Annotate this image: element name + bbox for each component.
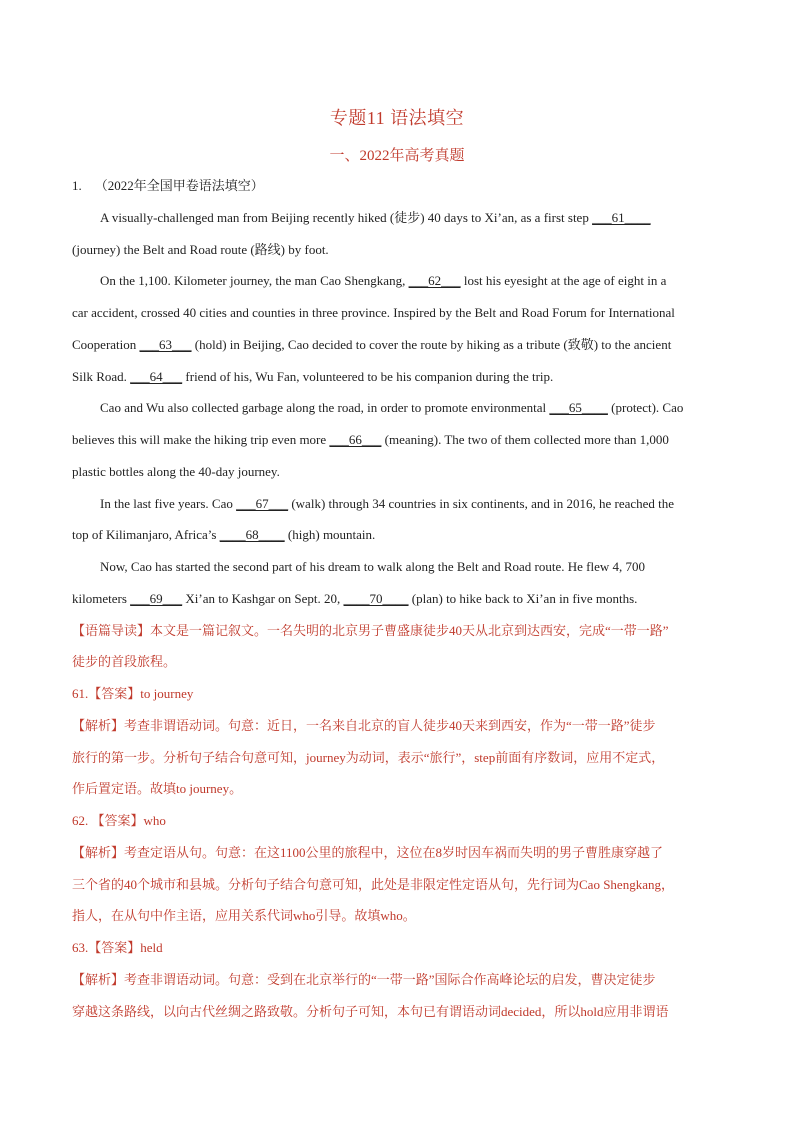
passage-line: [72, 526, 732, 544]
passage-text: Xi’an to Kashgar on Sept. 20,: [182, 590, 344, 606]
reading-guide: [72, 653, 732, 671]
analysis-line: [72, 749, 732, 767]
page-title: 专题11 语法填空: [329, 108, 465, 128]
spacer: [82, 178, 95, 193]
passage-text: A visually-challenged man from Beijing recently hiked (徒步) 40 days to Xi’an, as a first step: [100, 209, 593, 225]
passage-line: [72, 368, 732, 386]
question-header: [72, 177, 732, 195]
answer-line: [72, 685, 732, 703]
question-source: （2022年全国甲卷语法填空）: [94, 178, 264, 193]
analysis-text: 【解析】考查定语从句。句意：在这1100公里的旅程中，这位在8岁时因车祸而失明的男子曹胜康穿越了: [72, 844, 664, 860]
passage-text: Now, Cao has started the second part of his dream to walk along the Belt and Road route. He flew 4, 700: [100, 559, 646, 574]
passage-text: (hold) in Beijing, Cao decided to cover the route by hiking as a tribute (致敬) to the ancient: [191, 336, 672, 352]
answer-blank: ___63___: [139, 336, 192, 352]
analysis-line: [72, 876, 732, 894]
passage-text: (high) mountain.: [284, 527, 376, 543]
analysis-text: 【解析】考查非谓语动词。句意：受到在北京举行的“一带一路”国际合作高峰论坛的启发，曹决定徒步: [72, 971, 656, 987]
answer-label: 62. 【答案】: [72, 813, 144, 828]
passage-text: (meaning). The two of them collected more than 1,000: [381, 432, 669, 447]
passage-line: [72, 399, 760, 417]
section-heading: 一、2022年高考真题: [329, 148, 465, 164]
analysis-text: 旅行的第一步。分析句子结合句意可知，journey为动词，表示“旅行”，step前面有序数词，应用不定式，: [72, 749, 665, 765]
analysis-line: [72, 971, 732, 989]
analysis-line: [72, 907, 732, 925]
reading-guide-text: 徒步的首段旅程。: [72, 654, 177, 670]
analysis-line: [72, 844, 732, 862]
passage-text: Cao and Wu also collected garbage along the road, in order to promote environmental: [100, 400, 550, 416]
passage-text: friend of his, Wu Fan, volunteered to be his companion during the trip.: [182, 368, 554, 384]
passage-text: (plan) to hike back to Xi’an in five months.: [408, 590, 638, 606]
answer-blank: ___64___: [130, 368, 183, 384]
passage-line: [72, 272, 760, 290]
analysis-line: [72, 780, 732, 798]
passage-text: lost his eyesight at the age of eight in a: [460, 273, 667, 289]
answer-blank: ___62___: [408, 273, 461, 289]
analysis-text: 三个省的40个城市和县城。分析句子结合句意可知，此处是非限定性定语从句，先行词为Cao Shengkang，: [72, 876, 674, 892]
passage-text: On the 1,100. Kilometer journey, the man Cao Shengkang,: [100, 273, 409, 289]
passage-text: (journey) the Belt and Road route (路线) by foot.: [72, 241, 329, 257]
answer-line: [72, 939, 732, 957]
passage-line: [72, 558, 760, 576]
answer-blank: ____68____: [219, 527, 285, 543]
analysis-line: [72, 717, 732, 735]
passage-text: plastic bottles along the 40-day journey.: [72, 463, 280, 479]
passage-text: (protect). Cao: [607, 400, 684, 416]
passage-line: [72, 590, 732, 608]
question-number: 1.: [72, 178, 82, 193]
answer-blank: ___66___: [329, 432, 382, 447]
passage-line: [72, 209, 760, 227]
answer-blank: ___69___: [130, 590, 183, 606]
passage-line: [72, 431, 732, 449]
analysis-line: [72, 1003, 732, 1021]
passage-line: [72, 336, 732, 354]
analysis-text: 作后置定语。故填to journey。: [72, 781, 243, 797]
analysis-text: 【解析】考查非谓语动词。句意：近日，一名来自北京的盲人徒步40天来到西安，作为“一带一路”徒步: [72, 717, 656, 733]
answer-blank: ___65____: [549, 400, 608, 416]
passage-line: [72, 304, 732, 322]
passage-text: Silk Road.: [72, 368, 131, 384]
answer-value: who: [143, 813, 166, 828]
answer-value: held: [140, 940, 163, 955]
passage-text: kilometers: [72, 590, 131, 606]
answer-blank: ___61____: [592, 209, 651, 225]
answer-blank: ____70____: [343, 590, 409, 606]
reading-guide: [72, 622, 732, 640]
reading-guide-text: 【语篇导读】本文是一篇记叙文。一名失明的北京男子曹盛康徒步40天从北京到达西安，完成“一带一路”: [72, 622, 669, 638]
passage-text: believes this will make the hiking trip even more: [72, 432, 330, 447]
passage-text: Cooperation: [72, 336, 140, 352]
passage-text: car accident, crossed 40 cities and counties in three province. Inspired by the Belt and Road Forum for International: [72, 305, 675, 320]
answer-line: [72, 812, 732, 830]
passage-text: In the last five years. Cao: [100, 495, 237, 511]
analysis-text: 指人，在从句中作主语，应用关系代词who引导。故填who。: [72, 908, 416, 924]
answer-blank: ___67___: [236, 495, 289, 511]
passage-text: top of Kilimanjaro, Africa’s: [72, 527, 220, 543]
answer-label: 61.【答案】: [72, 686, 141, 701]
answer-value: to journey: [140, 686, 194, 701]
passage-line: [72, 495, 760, 513]
passage-text: (walk) through 34 countries in six continents, and in 2016, he reached the: [288, 495, 675, 511]
passage-line: [72, 463, 732, 481]
answer-label: 63.【答案】: [72, 940, 141, 955]
analysis-text: 穿越这条路线，以向古代丝绸之路致敬。分析句子可知，本句已有谓语动词decided，所以hold应用非谓语: [72, 1003, 669, 1019]
passage-line: [72, 241, 732, 259]
